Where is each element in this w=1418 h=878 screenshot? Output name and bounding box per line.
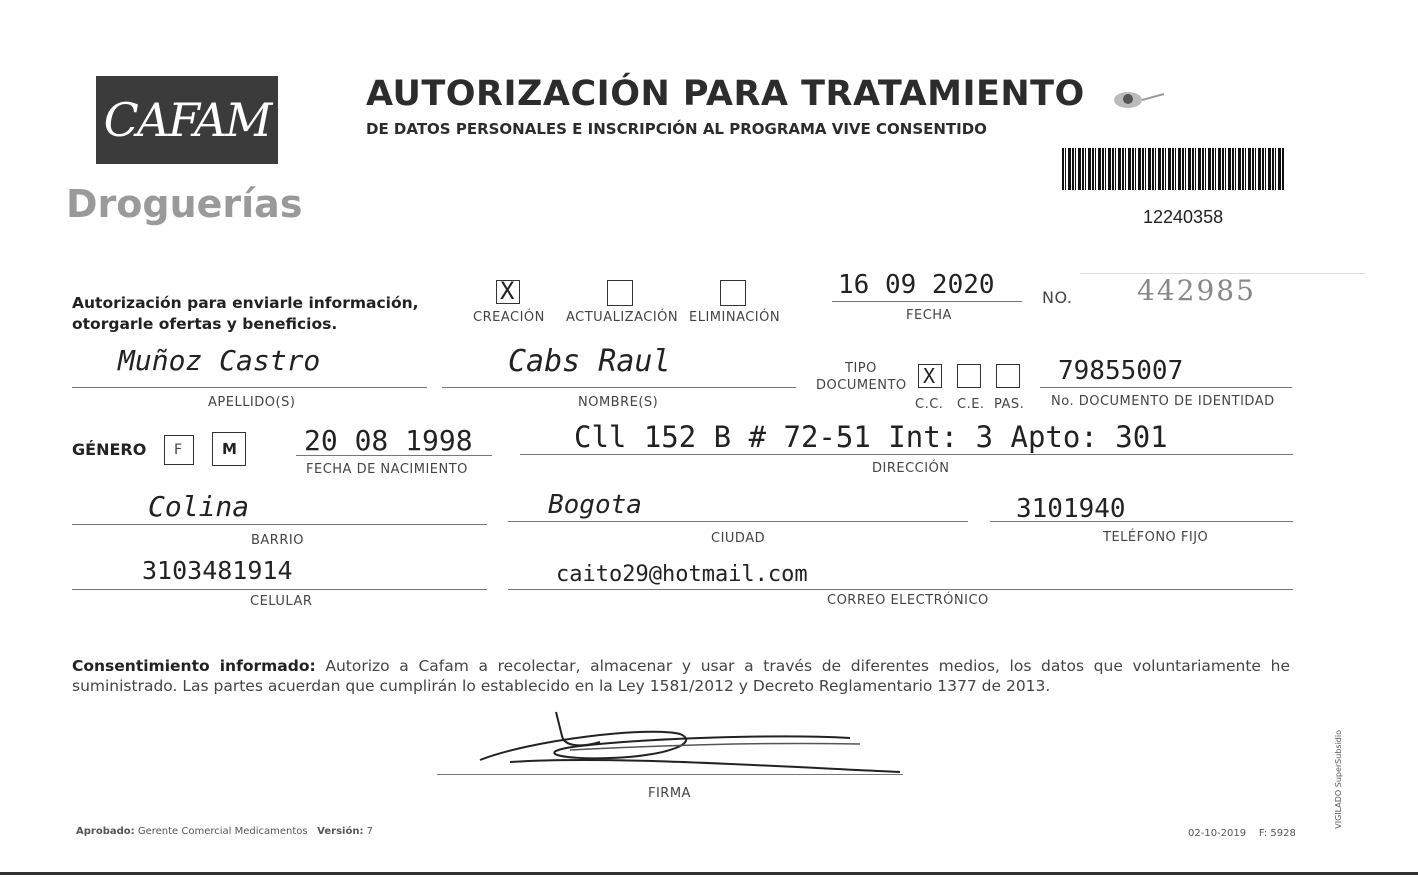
creacion-mark: X — [500, 277, 515, 305]
male-label: M — [222, 440, 238, 458]
barrio-value[interactable]: Colina — [148, 490, 250, 523]
vigilado-vertical-text: VIGILADO SuperSubsidio — [1334, 730, 1343, 829]
telefono-label: TELÉFONO FIJO — [1103, 530, 1209, 545]
female-checkbox[interactable] — [164, 435, 194, 465]
brand-subtitle: Droguerías — [66, 182, 303, 226]
consent-heading: Consentimiento informado: — [72, 657, 316, 675]
eliminacion-label: ELIMINACIÓN — [689, 310, 781, 325]
genero-label: GÉNERO — [72, 440, 147, 459]
date-code: 02-10-2019 — [1188, 828, 1247, 839]
fecha-label: FECHA — [906, 308, 952, 323]
aprobado-label: Aprobado: — [76, 826, 135, 837]
telefono-value[interactable]: 3101940 — [1016, 494, 1126, 524]
approval-info — [76, 826, 373, 837]
consent-paragraph — [72, 656, 1290, 696]
form-subtitle: DE DATOS PERSONALES E INSCRIPCIÓN AL PROGRAMA VIVE CONSENTIDO — [366, 120, 987, 138]
birth-value[interactable]: 20 08 1998 — [304, 424, 473, 457]
barrio-label: BARRIO — [251, 533, 304, 548]
female-label: F — [174, 442, 183, 458]
nombres-value[interactable]: Cabs Raul — [508, 344, 671, 379]
authorization-text-2: otorgarle ofertas y beneficios. — [72, 315, 338, 333]
pas-label: PAS. — [994, 397, 1025, 412]
signature-label: FIRMA — [648, 786, 691, 801]
doc-number-label: No. DOCUMENTO DE IDENTIDAD — [1051, 394, 1275, 409]
tipo-label-1: TIPO — [845, 361, 877, 376]
barcode — [1062, 148, 1284, 190]
birth-label: FECHA DE NACIMIENTO — [306, 462, 468, 477]
correo-value[interactable]: caito29@hotmail.com — [556, 562, 808, 587]
doc-number-value[interactable]: 79855007 — [1058, 356, 1184, 386]
cc-label: C.C. — [915, 397, 944, 412]
logo-text: CAFAM — [103, 93, 271, 147]
eye-logo-icon — [1106, 86, 1166, 116]
ce-label: C.E. — [957, 397, 985, 412]
footer-codes — [1188, 828, 1296, 839]
nombres-label: NOMBRE(S) — [578, 395, 659, 410]
correo-label: CORREO ELECTRÓNICO — [827, 593, 989, 608]
consent-text: Autorizo a Cafam a recolectar, almacenar y usar a través de diferentes medios, los datos que voluntariamente he suministrado. Las partes acuerdan que cumplirán lo establecido en la Ley 1581/2012 y Decreto Reglamentario 1377 de 2013. — [72, 657, 1290, 695]
creacion-checkbox[interactable] — [496, 277, 520, 305]
version-value: 7 — [366, 826, 374, 837]
cafam-logo — [96, 76, 278, 164]
ce-checkbox[interactable] — [957, 364, 981, 388]
apellidos-label: APELLIDO(S) — [208, 395, 296, 410]
ciudad-value[interactable]: Bogota — [548, 490, 642, 520]
eliminacion-checkbox[interactable] — [720, 280, 746, 306]
creacion-label: CREACIÓN — [473, 310, 545, 325]
apellidos-value[interactable]: Muñoz Castro — [118, 344, 321, 377]
authorization-text-1: Autorización para enviarle información, — [72, 294, 419, 312]
address-value[interactable]: Cll 152 B # 72-51 Int: 3 Apto: 301 — [574, 420, 1168, 454]
celular-value[interactable]: 3103481914 — [142, 556, 293, 585]
actualizacion-checkbox[interactable] — [607, 280, 633, 306]
barcode-number: 12240358 — [1143, 207, 1224, 227]
pas-checkbox[interactable] — [996, 364, 1020, 388]
form-title: AUTORIZACIÓN PARA TRATAMIENTO — [366, 74, 1085, 114]
aprobado-value: Gerente Comercial Medicamentos — [137, 826, 308, 837]
male-checkbox[interactable] — [212, 432, 246, 466]
address-label: DIRECCIÓN — [872, 461, 950, 476]
form-number: 442985 — [1137, 274, 1256, 307]
cc-mark: X — [923, 364, 936, 388]
version-label: Versión: — [317, 826, 364, 837]
cc-checkbox[interactable] — [918, 364, 942, 388]
no-label: NO. — [1042, 288, 1073, 307]
bottom-border — [0, 872, 1418, 875]
tipo-label-2: DOCUMENTO — [816, 378, 907, 393]
actualizacion-label: ACTUALIZACIÓN — [566, 310, 679, 325]
fecha-value[interactable]: 16 09 2020 — [838, 270, 995, 300]
celular-label: CELULAR — [250, 594, 313, 609]
form-code: F: 5928 — [1258, 828, 1296, 839]
ciudad-label: CIUDAD — [711, 531, 766, 546]
